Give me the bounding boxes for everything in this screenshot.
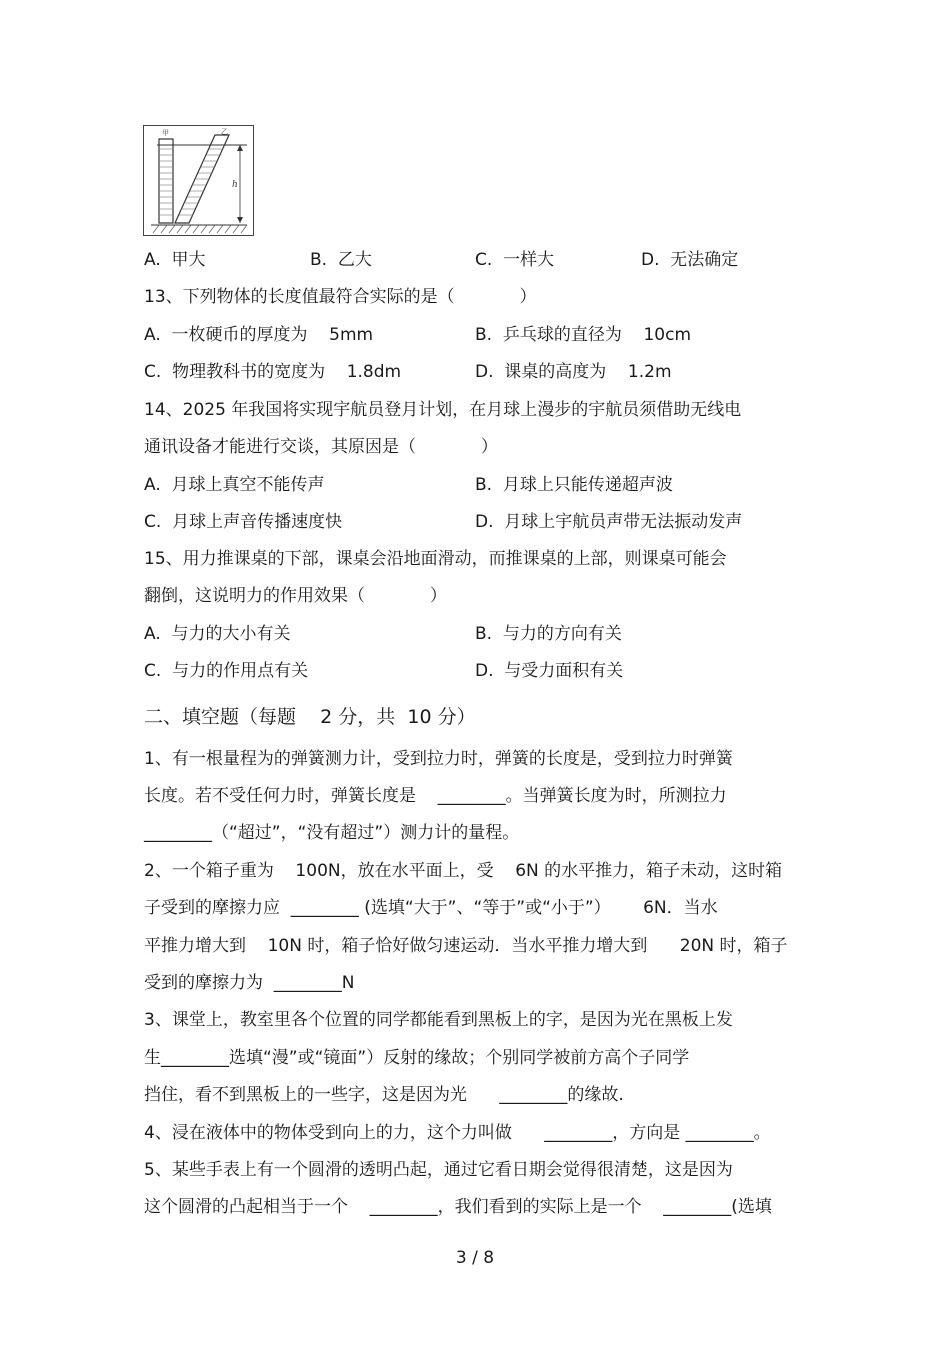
q14-stem-line-2: 通讯设备才能进行交谈，其原因是（ ） bbox=[144, 437, 498, 457]
q13-option-b: B. 乒乓球的直径为 10cm bbox=[475, 325, 692, 345]
fill-line: 4、浸在液体中的物体受到向上的力，这个力叫做 ________，方向是 ________。 bbox=[144, 1123, 771, 1143]
q13-option-d: D. 课桌的高度为 1.2m bbox=[475, 362, 672, 382]
fill-line: 2、一个箱子重为 100N，放在水平面上，受 6N 的水平推力，箱子未动，这时箱 bbox=[144, 861, 783, 881]
q15-stem-line-1: 15、用力推课桌的下部，课桌会沿地面滑动，而推课桌的上部，则课桌可能会 bbox=[144, 549, 727, 569]
q15-option-a: A. 与力的大小有关 bbox=[144, 624, 291, 644]
fill-line: 生________选填“漫”或“镜面”）反射的缘故；个别同学被前方高个子同学 bbox=[144, 1048, 690, 1068]
q14-option-d: D. 月球上宇航员声带无法振动发声 bbox=[475, 512, 743, 532]
q14-option-c: C. 月球上声音传播速度快 bbox=[144, 512, 343, 532]
tube-jia-label: 甲 bbox=[162, 129, 169, 137]
fill-line: 挡住，看不到黑板上的一些字，这是因为光 ________的缘故. bbox=[144, 1085, 624, 1105]
q15-option-c: C. 与力的作用点有关 bbox=[144, 661, 309, 681]
q14-option-b: B. 月球上只能传递超声波 bbox=[475, 475, 673, 495]
q13-option-a: A. 一枚硬币的厚度为 5mm bbox=[144, 325, 374, 345]
q12-option-d: D. 无法确定 bbox=[641, 250, 739, 270]
fill-line: 5、某些手表上有一个圆滑的透明凸起，通过它看日期会觉得很清楚，这是因为 bbox=[144, 1160, 733, 1180]
q12-option-c: C. 一样大 bbox=[475, 250, 555, 270]
q12-option-b: B. 乙大 bbox=[310, 250, 372, 270]
q15-option-d: D. 与受力面积有关 bbox=[475, 661, 624, 681]
q13-option-c: C. 物理教科书的宽度为 1.8dm bbox=[144, 362, 402, 382]
fill-line: 1、有一根量程为的弹簧测力计，受到拉力时，弹簧的长度是，受到拉力时弹簧 bbox=[144, 749, 733, 769]
tube-figure bbox=[143, 125, 255, 237]
q13-stem: 13、下列物体的长度值最符合实际的是（ ） bbox=[144, 287, 537, 307]
fill-line: 受到的摩擦力为 ________N bbox=[144, 973, 355, 993]
fill-line: 长度。若不受任何力时，弹簧长度是 ________。当弹簧长度为时，所测拉力 bbox=[144, 786, 727, 806]
q15-stem-line-2: 翻倒，这说明力的作用效果（ ） bbox=[144, 586, 447, 606]
fill-line: 3、课堂上，教室里各个位置的同学都能看到黑板上的字，是因为光在黑板上发 bbox=[144, 1010, 733, 1030]
fill-line: 子受到的摩擦力应 ________ (选填“大于”、“等于”或“小于”） 6N．当水 bbox=[144, 898, 718, 918]
fill-line: 这个圆滑的凸起相当于一个 ________，我们看到的实际上是一个 ________(选填 bbox=[144, 1197, 772, 1217]
height-label: h bbox=[232, 180, 238, 190]
tube-yi-label: 乙 bbox=[221, 128, 228, 136]
fill-line: 平推力增大到 10N 时，箱子恰好做匀速运动．当水平推力增大到 20N 时，箱子 bbox=[144, 936, 788, 956]
q15-option-b: B. 与力的方向有关 bbox=[475, 624, 622, 644]
section-title: 二、填空题（每题 2 分，共 10 分） bbox=[144, 706, 476, 728]
q14-stem-line-1: 14、2025 年我国将实现宇航员登月计划，在月球上漫步的宇航员须借助无线电 bbox=[144, 400, 742, 420]
q14-option-a: A. 月球上真空不能传声 bbox=[144, 475, 325, 495]
q12-option-a: A. 甲大 bbox=[144, 250, 206, 270]
page-number: 3 / 8 bbox=[455, 1248, 495, 1268]
fill-line: ________（“超过”，“没有超过”）测力计的量程。 bbox=[144, 823, 520, 843]
